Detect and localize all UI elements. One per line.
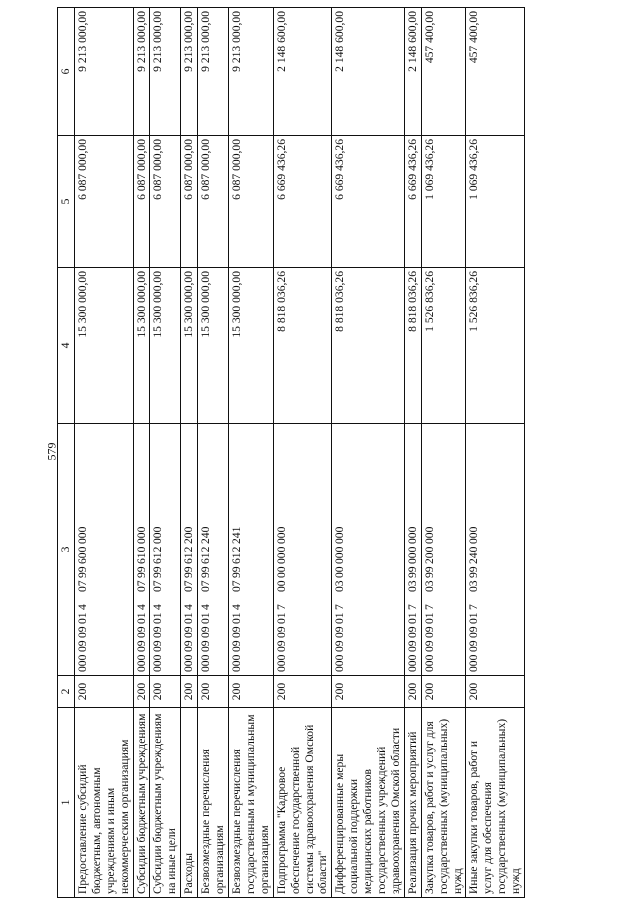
row-classification-code <box>332 424 405 676</box>
code-segment: 000 <box>405 526 419 544</box>
row-name: Безвозмездные перечисления организациям <box>198 708 229 898</box>
row-amount-v5: 6 087 000,00 <box>133 136 150 268</box>
row-amount-v5: 6 087 000,00 <box>228 136 273 268</box>
row-amount-v6: 9 213 000,00 <box>198 8 229 136</box>
code-segment: 612 <box>151 546 165 564</box>
row-amount-v5: 6 669 436,26 <box>273 136 332 268</box>
code-segment: 03 <box>333 580 347 592</box>
table-row <box>273 8 332 898</box>
header-row <box>58 8 75 898</box>
code-segment: 01 <box>467 612 481 624</box>
code-segment: 000 <box>333 526 347 544</box>
code-segment: 000 <box>182 654 196 672</box>
code-segment: 01 <box>333 612 347 624</box>
header-col-2: 2 <box>58 676 75 708</box>
row-name: Безвозмездные перечисления государственным и муниципальным организациям <box>228 708 273 898</box>
page-number: 579 <box>44 442 59 461</box>
code-segment: 09 <box>405 626 419 638</box>
code-segment: 7 <box>274 604 288 610</box>
code-segment: 09 <box>333 640 347 652</box>
row-amount-v5: 1 069 436,26 <box>421 136 466 268</box>
code-segment: 99 <box>182 566 196 578</box>
table-row <box>466 8 525 898</box>
code-segment: 4 <box>151 604 165 610</box>
row-amount-v4: 1 526 836,26 <box>466 268 525 424</box>
row-amount-v4: 15 300 000,00 <box>228 268 273 424</box>
code-segment: 000 <box>75 526 89 544</box>
code-segment: 000 <box>134 654 148 672</box>
code-segment: 09 <box>422 640 436 652</box>
code-segment: 612 <box>229 546 243 564</box>
row-name: Иные закупки товаров, работ и услуг для обеспечения государственных (муниципальных) нужд <box>466 708 525 898</box>
code-segment: 000 <box>134 526 148 544</box>
code-segment: 07 <box>151 580 165 592</box>
row-amount-v4: 8 818 036,26 <box>332 268 405 424</box>
row-amount-v6: 9 213 000,00 <box>181 8 198 136</box>
code-segment: 07 <box>134 580 148 592</box>
row-amount-v5: 6 669 436,26 <box>404 136 421 268</box>
row-name: Субсидии бюджетным учреждениям <box>133 708 150 898</box>
row-classification-code <box>404 424 421 676</box>
table-row <box>332 8 405 898</box>
row-admin-code: 200 <box>198 676 229 708</box>
code-segment: 09 <box>182 626 196 638</box>
row-amount-v5: 1 069 436,26 <box>466 136 525 268</box>
row-amount-v6: 9 213 000,00 <box>133 8 150 136</box>
code-segment: 4 <box>75 604 89 610</box>
row-amount-v4: 8 818 036,26 <box>273 268 332 424</box>
code-segment: 000 <box>467 654 481 672</box>
table-row <box>421 8 466 898</box>
code-segment: 01 <box>75 612 89 624</box>
table-body <box>74 8 524 898</box>
code-segment: 4 <box>134 604 148 610</box>
code-segment: 03 <box>422 580 436 592</box>
code-segment: 4 <box>229 604 243 610</box>
row-amount-v6: 2 148 600,00 <box>404 8 421 136</box>
code-segment: 99 <box>75 566 89 578</box>
table-row <box>74 8 133 898</box>
code-segment: 000 <box>422 654 436 672</box>
row-name: Предоставление субсидий бюджетным, автономным учреждениям и иным некоммерческим организациям <box>74 708 133 898</box>
code-segment: 09 <box>229 640 243 652</box>
code-segment: 09 <box>134 640 148 652</box>
code-segment: 200 <box>182 526 196 544</box>
row-amount-v6: 9 213 000,00 <box>150 8 181 136</box>
row-amount-v6: 9 213 000,00 <box>228 8 273 136</box>
row-classification-code <box>133 424 150 676</box>
code-segment: 09 <box>199 626 213 638</box>
code-segment: 612 <box>182 546 196 564</box>
code-segment: 4 <box>182 604 196 610</box>
code-segment: 09 <box>333 626 347 638</box>
row-admin-code: 200 <box>273 676 332 708</box>
code-segment: 00 <box>274 580 288 592</box>
row-amount-v5: 6 087 000,00 <box>74 136 133 268</box>
row-classification-code <box>181 424 198 676</box>
table-row <box>198 8 229 898</box>
code-segment: 000 <box>274 546 288 564</box>
budget-table <box>57 7 525 898</box>
code-segment: 000 <box>333 654 347 672</box>
code-segment: 09 <box>405 640 419 652</box>
row-amount-v6: 2 148 600,00 <box>273 8 332 136</box>
code-segment: 99 <box>467 566 481 578</box>
row-classification-code <box>198 424 229 676</box>
row-name: Подпрограмма "Кадровое обеспечение государственной системы здравоохранения Омской области" <box>273 708 332 898</box>
row-name: Закупка товаров, работ и услуг для государственных (муниципальных) нужд <box>421 708 466 898</box>
row-amount-v4: 15 300 000,00 <box>198 268 229 424</box>
code-segment: 01 <box>151 612 165 624</box>
code-segment: 01 <box>182 612 196 624</box>
code-segment: 000 <box>75 654 89 672</box>
row-name: Реализация прочих мероприятий <box>404 708 421 898</box>
row-amount-v4: 1 526 836,26 <box>421 268 466 424</box>
table-row <box>133 8 150 898</box>
code-segment: 000 <box>333 546 347 564</box>
row-classification-code <box>228 424 273 676</box>
code-segment: 7 <box>422 604 436 610</box>
code-segment: 09 <box>274 626 288 638</box>
row-classification-code <box>466 424 525 676</box>
code-segment: 4 <box>199 604 213 610</box>
row-admin-code: 200 <box>150 676 181 708</box>
header-col-4: 4 <box>58 268 75 424</box>
rotated-table-wrapper <box>57 8 625 898</box>
code-segment: 07 <box>229 580 243 592</box>
code-segment: 99 <box>422 566 436 578</box>
header-col-6: 6 <box>58 8 75 136</box>
row-admin-code: 200 <box>332 676 405 708</box>
code-segment: 03 <box>467 580 481 592</box>
row-amount-v4: 15 300 000,00 <box>150 268 181 424</box>
code-segment: 01 <box>199 612 213 624</box>
code-segment: 7 <box>467 604 481 610</box>
code-segment: 09 <box>467 640 481 652</box>
row-classification-code <box>74 424 133 676</box>
code-segment: 000 <box>151 526 165 544</box>
code-segment: 00 <box>274 566 288 578</box>
code-segment: 09 <box>134 626 148 638</box>
code-segment: 000 <box>199 654 213 672</box>
code-segment: 99 <box>199 566 213 578</box>
code-segment: 09 <box>422 626 436 638</box>
code-segment: 600 <box>75 546 89 564</box>
code-segment: 000 <box>405 654 419 672</box>
code-segment: 07 <box>182 580 196 592</box>
code-segment: 00 <box>333 566 347 578</box>
table-row <box>228 8 273 898</box>
row-classification-code <box>150 424 181 676</box>
code-segment: 241 <box>229 526 243 544</box>
code-segment: 000 <box>274 526 288 544</box>
code-segment: 000 <box>229 654 243 672</box>
code-segment: 99 <box>229 566 243 578</box>
table-row <box>181 8 198 898</box>
row-classification-code <box>421 424 466 676</box>
code-segment: 09 <box>151 640 165 652</box>
code-segment: 09 <box>274 640 288 652</box>
row-amount-v5: 6 669 436,26 <box>332 136 405 268</box>
row-name: Дифференцированные меры социальной поддержки медицинских работников государственных учреждений здравоохранения Омской области <box>332 708 405 898</box>
row-admin-code: 200 <box>421 676 466 708</box>
code-segment: 07 <box>199 580 213 592</box>
table-row <box>150 8 181 898</box>
row-amount-v4: 15 300 000,00 <box>181 268 198 424</box>
code-segment: 000 <box>405 546 419 564</box>
row-admin-code: 200 <box>404 676 421 708</box>
code-segment: 01 <box>274 612 288 624</box>
row-admin-code: 200 <box>466 676 525 708</box>
row-name: Расходы <box>181 708 198 898</box>
code-segment: 03 <box>405 580 419 592</box>
row-amount-v5: 6 087 000,00 <box>150 136 181 268</box>
code-segment: 09 <box>151 626 165 638</box>
code-segment: 09 <box>182 640 196 652</box>
header-col-1: 1 <box>58 708 75 898</box>
code-segment: 01 <box>405 612 419 624</box>
code-segment: 01 <box>134 612 148 624</box>
row-amount-v6: 457 400,00 <box>421 8 466 136</box>
row-amount-v6: 2 148 600,00 <box>332 8 405 136</box>
code-segment: 000 <box>422 526 436 544</box>
code-segment: 240 <box>467 546 481 564</box>
row-amount-v5: 6 087 000,00 <box>181 136 198 268</box>
table-row <box>404 8 421 898</box>
row-amount-v6: 9 213 000,00 <box>74 8 133 136</box>
row-amount-v4: 15 300 000,00 <box>74 268 133 424</box>
code-segment: 09 <box>75 640 89 652</box>
row-admin-code: 200 <box>74 676 133 708</box>
row-name: Субсидии бюджетным учреждениям на иные цели <box>150 708 181 898</box>
row-amount-v6: 457 400,00 <box>466 8 525 136</box>
header-col-5: 5 <box>58 136 75 268</box>
code-segment: 000 <box>274 654 288 672</box>
code-segment: 99 <box>405 566 419 578</box>
code-segment: 000 <box>467 526 481 544</box>
code-segment: 7 <box>333 604 347 610</box>
row-amount-v4: 8 818 036,26 <box>404 268 421 424</box>
code-segment: 612 <box>199 546 213 564</box>
header-col-3: 3 <box>58 424 75 676</box>
row-admin-code: 200 <box>133 676 150 708</box>
code-segment: 200 <box>422 546 436 564</box>
code-segment: 01 <box>229 612 243 624</box>
code-segment: 09 <box>467 626 481 638</box>
row-classification-code <box>273 424 332 676</box>
row-admin-code: 200 <box>181 676 198 708</box>
code-segment: 09 <box>229 626 243 638</box>
code-segment: 240 <box>199 526 213 544</box>
code-segment: 07 <box>75 580 89 592</box>
code-segment: 99 <box>151 566 165 578</box>
code-segment: 610 <box>134 546 148 564</box>
code-segment: 01 <box>422 612 436 624</box>
code-segment: 09 <box>199 640 213 652</box>
code-segment: 09 <box>75 626 89 638</box>
code-segment: 99 <box>134 566 148 578</box>
row-amount-v4: 15 300 000,00 <box>133 268 150 424</box>
code-segment: 7 <box>405 604 419 610</box>
row-admin-code: 200 <box>228 676 273 708</box>
row-amount-v5: 6 087 000,00 <box>198 136 229 268</box>
code-segment: 000 <box>151 654 165 672</box>
